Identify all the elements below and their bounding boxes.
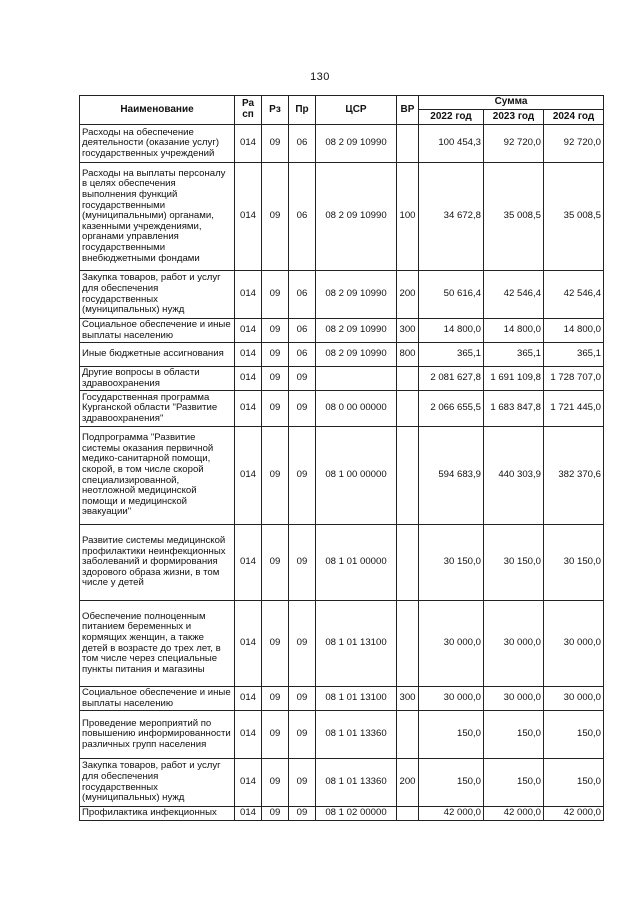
cell-rasp: 014: [235, 391, 262, 427]
cell-pr: 06: [289, 271, 316, 319]
cell-rasp: 014: [235, 525, 262, 601]
cell-rz: 09: [262, 601, 289, 687]
cell-pr: 09: [289, 759, 316, 807]
cell-y2023: 1 691 109,8: [484, 367, 544, 391]
cell-y2024: 42 000,0: [544, 807, 604, 821]
cell-csr: 08 1 01 13360: [316, 711, 397, 759]
cell-name: Социальное обеспечение и иные выплаты населению: [80, 319, 235, 343]
cell-y2022: 42 000,0: [419, 807, 484, 821]
cell-csr: 08 2 09 10990: [316, 125, 397, 163]
cell-pr: 09: [289, 367, 316, 391]
cell-vr: 100: [397, 163, 419, 271]
table-body: [80, 125, 604, 821]
cell-name: Государственная программа Курганской области "Развитие здравоохранения": [80, 391, 235, 427]
cell-pr: 09: [289, 711, 316, 759]
cell-vr: [397, 427, 419, 525]
cell-y2024: 30 000,0: [544, 601, 604, 687]
cell-pr: 09: [289, 807, 316, 821]
cell-name: Подпрограмма "Развитие системы оказания первичной медико-санитарной помощи, скорой, в том числе скорой специализированной, неотложной медицинской помощи и медицинской эвакуации": [80, 427, 235, 525]
cell-vr: [397, 807, 419, 821]
cell-y2024: 30 000,0: [544, 687, 604, 711]
cell-y2022: 50 616,4: [419, 271, 484, 319]
cell-vr: [397, 125, 419, 163]
cell-y2023: 42 000,0: [484, 807, 544, 821]
cell-y2023: 30 150,0: [484, 525, 544, 601]
cell-y2024: 150,0: [544, 759, 604, 807]
cell-y2023: 440 303,9: [484, 427, 544, 525]
cell-rz: 09: [262, 687, 289, 711]
page-number: 130: [310, 71, 330, 83]
cell-y2024: 42 546,4: [544, 271, 604, 319]
cell-name: Расходы на выплаты персоналу в целях обеспечения выполнения функций государственными (муниципальными) органами, казенными учреждениями, органами управления государственными внебюджетными фондами: [80, 163, 235, 271]
cell-y2022: 150,0: [419, 759, 484, 807]
cell-rz: 09: [262, 163, 289, 271]
table-row: [80, 163, 604, 271]
cell-y2024: 35 008,5: [544, 163, 604, 271]
cell-rasp: 014: [235, 319, 262, 343]
header-2023: 2023 год: [484, 110, 544, 125]
cell-vr: [397, 525, 419, 601]
table-row: [80, 367, 604, 391]
cell-pr: 09: [289, 391, 316, 427]
cell-y2024: 150,0: [544, 711, 604, 759]
cell-rasp: 014: [235, 343, 262, 367]
budget-table: [79, 95, 604, 821]
cell-name: Социальное обеспечение и иные выплаты населению: [80, 687, 235, 711]
cell-pr: 09: [289, 427, 316, 525]
cell-csr: 08 0 00 00000: [316, 391, 397, 427]
cell-y2022: 30 000,0: [419, 687, 484, 711]
cell-y2022: 100 454,3: [419, 125, 484, 163]
cell-name: Иные бюджетные ассигнования: [80, 343, 235, 367]
cell-name: Профилактика инфекционных: [80, 807, 235, 821]
cell-y2023: 14 800,0: [484, 319, 544, 343]
cell-rz: 09: [262, 391, 289, 427]
cell-y2022: 30 000,0: [419, 601, 484, 687]
cell-rasp: 014: [235, 427, 262, 525]
cell-csr: 08 2 09 10990: [316, 319, 397, 343]
cell-rasp: 014: [235, 367, 262, 391]
cell-rasp: 014: [235, 759, 262, 807]
table-row: [80, 601, 604, 687]
cell-pr: 09: [289, 601, 316, 687]
cell-rasp: 014: [235, 687, 262, 711]
cell-y2022: 30 150,0: [419, 525, 484, 601]
cell-csr: 08 1 00 00000: [316, 427, 397, 525]
header-rasp: Ра сп: [235, 96, 262, 125]
cell-y2024: 30 150,0: [544, 525, 604, 601]
table-row: [80, 319, 604, 343]
cell-pr: 06: [289, 343, 316, 367]
cell-pr: 06: [289, 125, 316, 163]
cell-vr: [397, 367, 419, 391]
cell-name: Закупка товаров, работ и услуг для обеспечения государственных (муниципальных) нужд: [80, 759, 235, 807]
cell-csr: 08 2 09 10990: [316, 343, 397, 367]
cell-y2024: 1 728 707,0: [544, 367, 604, 391]
cell-rasp: 014: [235, 601, 262, 687]
cell-y2023: 30 000,0: [484, 601, 544, 687]
cell-vr: 800: [397, 343, 419, 367]
cell-csr: 08 1 01 13100: [316, 687, 397, 711]
cell-y2024: 382 370,6: [544, 427, 604, 525]
table-row: [80, 391, 604, 427]
cell-y2022: 365,1: [419, 343, 484, 367]
table-row: [80, 807, 604, 821]
cell-name: Закупка товаров, работ и услуг для обеспечения государственных (муниципальных) нужд: [80, 271, 235, 319]
header-2022: 2022 год: [419, 110, 484, 125]
cell-y2024: 92 720,0: [544, 125, 604, 163]
cell-csr: [316, 367, 397, 391]
header-rz: Рз: [262, 96, 289, 125]
cell-rasp: 014: [235, 125, 262, 163]
cell-y2023: 30 000,0: [484, 687, 544, 711]
cell-name: Развитие системы медицинской профилактики неинфекционных заболеваний и формирования здорового образа жизни, в том числе у детей: [80, 525, 235, 601]
cell-rz: 09: [262, 427, 289, 525]
header-name: Наименование: [80, 96, 235, 125]
cell-y2024: 14 800,0: [544, 319, 604, 343]
cell-rasp: 014: [235, 163, 262, 271]
cell-name: Проведение мероприятий по повышению информированности различных групп населения: [80, 711, 235, 759]
cell-y2023: 35 008,5: [484, 163, 544, 271]
cell-rz: 09: [262, 367, 289, 391]
table-row: [80, 687, 604, 711]
cell-name: Расходы на обеспечение деятельности (оказание услуг) государственных учреждений: [80, 125, 235, 163]
header-pr: Пр: [289, 96, 316, 125]
cell-pr: 09: [289, 525, 316, 601]
cell-y2023: 365,1: [484, 343, 544, 367]
cell-csr: 08 1 01 13100: [316, 601, 397, 687]
table-row: [80, 343, 604, 367]
cell-y2022: 594 683,9: [419, 427, 484, 525]
cell-vr: 300: [397, 687, 419, 711]
cell-vr: 200: [397, 759, 419, 807]
table-row: [80, 711, 604, 759]
cell-y2022: 150,0: [419, 711, 484, 759]
table-row: [80, 525, 604, 601]
cell-rasp: 014: [235, 271, 262, 319]
cell-vr: [397, 711, 419, 759]
cell-y2022: 2 081 627,8: [419, 367, 484, 391]
cell-csr: 08 1 02 00000: [316, 807, 397, 821]
table-header: [80, 96, 604, 125]
cell-vr: 300: [397, 319, 419, 343]
cell-y2022: 14 800,0: [419, 319, 484, 343]
cell-rz: 09: [262, 343, 289, 367]
cell-rz: 09: [262, 759, 289, 807]
table-row: [80, 125, 604, 163]
cell-y2022: 34 672,8: [419, 163, 484, 271]
cell-name: Обеспечение полноценным питанием беременных и кормящих женщин, а также детей в возрасте до трех лет, в том числе через специальные пункты питания и магазины: [80, 601, 235, 687]
header-2024: 2024 год: [544, 110, 604, 125]
header-vr: ВР: [397, 96, 419, 125]
cell-rz: 09: [262, 807, 289, 821]
table-row: [80, 759, 604, 807]
cell-csr: 08 1 01 00000: [316, 525, 397, 601]
cell-rz: 09: [262, 711, 289, 759]
cell-vr: [397, 601, 419, 687]
cell-y2022: 2 066 655,5: [419, 391, 484, 427]
cell-rz: 09: [262, 319, 289, 343]
cell-csr: 08 1 01 13360: [316, 759, 397, 807]
cell-pr: 06: [289, 319, 316, 343]
cell-csr: 08 2 09 10990: [316, 163, 397, 271]
table-row: [80, 427, 604, 525]
cell-pr: 06: [289, 163, 316, 271]
cell-y2024: 365,1: [544, 343, 604, 367]
cell-rz: 09: [262, 125, 289, 163]
cell-y2023: 42 546,4: [484, 271, 544, 319]
cell-y2023: 150,0: [484, 711, 544, 759]
header-csr: ЦСР: [316, 96, 397, 125]
cell-y2024: 1 721 445,0: [544, 391, 604, 427]
cell-rasp: 014: [235, 711, 262, 759]
cell-rz: 09: [262, 525, 289, 601]
table-row: [80, 271, 604, 319]
cell-vr: [397, 391, 419, 427]
cell-pr: 09: [289, 687, 316, 711]
cell-csr: 08 2 09 10990: [316, 271, 397, 319]
cell-y2023: 150,0: [484, 759, 544, 807]
cell-rasp: 014: [235, 807, 262, 821]
cell-vr: 200: [397, 271, 419, 319]
cell-y2023: 92 720,0: [484, 125, 544, 163]
cell-y2023: 1 683 847,8: [484, 391, 544, 427]
cell-name: Другие вопросы в области здравоохранения: [80, 367, 235, 391]
cell-rz: 09: [262, 271, 289, 319]
header-sum: Сумма: [419, 96, 604, 110]
